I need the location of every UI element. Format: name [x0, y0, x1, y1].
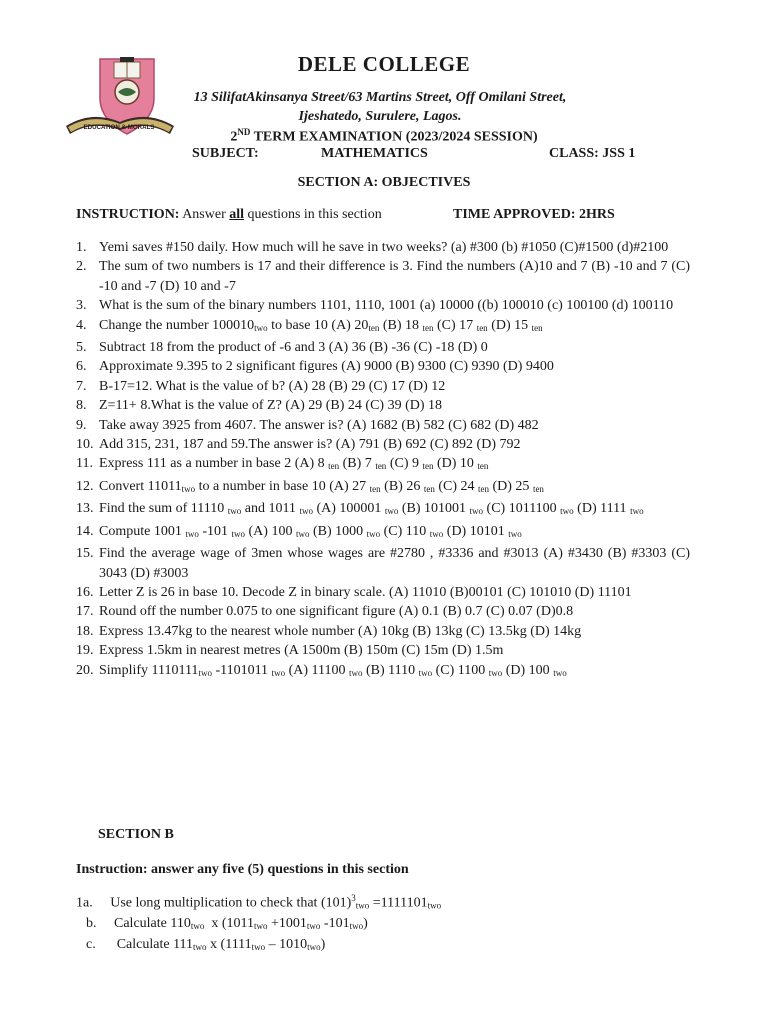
- question-text: B-17=12. What is the value of b? (A) 28 (B) 29 (C) 17 (D) 12: [99, 378, 446, 394]
- question-text: (D) 15: [487, 317, 532, 333]
- question-number: 8.: [76, 398, 87, 414]
- question-text: – 1010: [265, 936, 308, 952]
- base-subscript: two: [306, 921, 321, 932]
- question-text: -101: [320, 916, 350, 932]
- objective-question: [76, 396, 690, 415]
- objective-question: [76, 296, 690, 315]
- question-number: 14.: [76, 523, 94, 539]
- question-number: 9.: [76, 417, 87, 433]
- section-b-instruction: Instruction: answer any five (5) questions in this section: [76, 862, 409, 877]
- question-body: [99, 602, 690, 621]
- base-subscript: two: [349, 921, 364, 932]
- question-text: x (1011: [204, 916, 254, 932]
- term-suffix: ND: [237, 127, 251, 137]
- question-text: Find the sum of 11110: [99, 501, 228, 517]
- base-subscript: ten: [422, 322, 434, 333]
- question-text: The sum of two numbers is 17 and their difference is 3. Find the numbers (A)10 and 7 (B) -10 and 7 (C) -10 and -7 (D) 10 and -7: [99, 259, 690, 294]
- question-number: 15.: [76, 546, 94, 562]
- time-approved: TIME APPROVED: 2HRS: [453, 207, 615, 222]
- question-body: [99, 641, 690, 660]
- question-body: [99, 499, 690, 521]
- question-text: Simplify 1110111: [99, 662, 199, 678]
- question-text: Compute 1001: [99, 523, 186, 539]
- base-subscript: two: [384, 506, 399, 517]
- base-subscript: two: [231, 528, 246, 539]
- base-subscript: ten: [423, 483, 435, 494]
- question-body: [99, 416, 690, 435]
- question-text: Take away 3925 from 4607. The answer is? (A) 1682 (B) 582 (C) 682 (D) 482: [99, 417, 539, 433]
- question-number: 2.: [76, 259, 87, 275]
- question-number: 18.: [76, 623, 94, 639]
- question-number: 7.: [76, 378, 87, 394]
- question-text: (C) 24: [434, 478, 478, 494]
- question-text: Express 1.5km in nearest metres (A 1500m (B) 150m (C) 15m (D) 1.5m: [99, 643, 504, 659]
- question-text: Z=11+ 8.What is the value of Z? (A) 29 (B) 24 (C) 39 (D) 18: [99, 398, 443, 414]
- base-subscript: two: [299, 506, 313, 517]
- question-text: -101: [198, 523, 232, 539]
- objective-question: [76, 522, 690, 544]
- question-text: What is the sum of the binary numbers 1101, 1110, 1001 (a) 10000 ((b) 100010 (c) 100100 (d) 100110: [99, 298, 674, 314]
- question-text: Yemi saves #150 daily. How much will he save in two weeks? (a) #300 (b) #1050 (C)#1500 (d)#2100: [99, 240, 669, 255]
- base-subscript: two: [254, 322, 268, 333]
- question-text: -1101011: [211, 662, 272, 678]
- theory-question: [86, 936, 441, 957]
- question-text: b. Calculate 110: [86, 916, 191, 932]
- question-number: 5.: [76, 340, 87, 356]
- question-text: to base 10 (A) 20: [267, 317, 369, 333]
- subject-value: MATHEMATICS: [321, 146, 428, 161]
- objective-question: [76, 641, 690, 660]
- question-number: 19.: [76, 643, 94, 659]
- question-text: (B) 1000: [309, 523, 367, 539]
- question-number: 16.: [76, 584, 94, 600]
- base-subscript: two: [227, 506, 242, 517]
- question-text: (B) 26: [380, 478, 424, 494]
- question-text: Change the number 100010: [99, 317, 255, 333]
- question-text: (B) 18: [379, 317, 423, 333]
- question-text: (B) 1110: [362, 662, 419, 678]
- objective-question: [76, 622, 690, 641]
- instruction-emphasis: all: [229, 207, 245, 222]
- school-address-line-2: Ijeshatedo, Surulere, Lagos.: [298, 109, 462, 124]
- question-body: [99, 296, 690, 315]
- base-subscript: two: [427, 900, 442, 911]
- section-a-title: SECTION A: OBJECTIVES: [297, 175, 471, 190]
- question-text: (A) 11100: [285, 662, 349, 678]
- question-number: 10.: [76, 437, 94, 453]
- question-number: 20.: [76, 662, 94, 678]
- question-text: (C) 9: [386, 456, 423, 472]
- base-subscript: two: [488, 667, 503, 678]
- base-subscript: ten: [476, 322, 488, 333]
- base-subscript: two: [418, 667, 433, 678]
- base-subscript: two: [185, 528, 199, 539]
- base-subscript: two: [307, 941, 321, 952]
- exponent: 3: [351, 893, 356, 903]
- objective-question: [76, 499, 690, 521]
- question-text: (D) 100: [502, 662, 554, 678]
- exam-title-text: TERM EXAMINATION (2023/2024 SESSION): [250, 129, 538, 145]
- objective-question: [76, 661, 690, 683]
- base-subscript: two: [560, 506, 574, 517]
- base-subscript: ten: [328, 461, 340, 472]
- base-subscript: two: [193, 941, 207, 952]
- question-text: Express 111 as a number in base 2 (A) 8: [99, 456, 329, 472]
- question-body: [99, 435, 690, 454]
- objective-question: [76, 338, 690, 357]
- question-number: 11.: [76, 456, 93, 472]
- question-body: [99, 316, 690, 338]
- base-subscript: two: [271, 667, 286, 678]
- question-body: [99, 257, 690, 296]
- objective-question: [76, 602, 690, 621]
- base-subscript: two: [181, 483, 196, 494]
- question-text: Express 13.47kg to the nearest whole number (A) 10kg (B) 13kg (C) 13.5kg (D) 14kg: [99, 623, 582, 639]
- school-address-line-1: 13 SilifatAkinsanya Street/63 Martins Street, Off Omilani Street,: [193, 90, 567, 105]
- base-subscript: ten: [369, 483, 381, 494]
- theory-question-list: [76, 889, 441, 956]
- question-text: =1111101: [369, 895, 428, 911]
- question-text: and 1011: [241, 501, 300, 517]
- base-subscript: two: [198, 667, 212, 678]
- exam-title: [0, 127, 768, 146]
- question-text: +1001: [267, 916, 307, 932]
- base-subscript: two: [429, 528, 444, 539]
- section-b-title: SECTION B: [98, 827, 174, 842]
- question-body: [99, 377, 690, 396]
- question-number: 17.: [76, 604, 94, 620]
- objective-question: [76, 377, 690, 396]
- objective-question: [76, 357, 690, 376]
- question-body: [99, 661, 690, 683]
- base-subscript: ten: [478, 483, 489, 494]
- question-text: (D) 10: [433, 456, 478, 472]
- question-body: [99, 338, 690, 357]
- base-subscript: ten: [375, 461, 387, 472]
- base-subscript: two: [630, 506, 644, 517]
- base-subscript: ten: [531, 322, 543, 333]
- question-body: [99, 477, 690, 499]
- base-subscript: ten: [368, 322, 380, 333]
- objective-question: [76, 316, 690, 338]
- school-name: DELE COLLEGE: [297, 52, 471, 76]
- base-subscript: two: [553, 667, 567, 678]
- section-a-instruction: [76, 207, 382, 223]
- term-number: 2: [230, 129, 238, 145]
- objective-question: [76, 238, 690, 257]
- question-number: 12.: [76, 478, 94, 494]
- question-text: (B) 7: [339, 456, 376, 472]
- instruction-post: questions in this section: [244, 207, 382, 222]
- question-text: Approximate 9.395 to 2 significant figures (A) 9000 (B) 9300 (C) 9390 (D) 9400: [99, 359, 554, 375]
- question-number: 3.: [76, 298, 87, 314]
- question-text: Find the average wage of 3men whose wages are #2780 , #3336 and #3013 (A) #3430 (B) #3303 (C) 3043 (D) #3003: [99, 546, 690, 581]
- question-text: (C) 1100: [432, 662, 489, 678]
- subject-label: SUBJECT:: [192, 146, 259, 161]
- base-subscript: two: [508, 528, 522, 539]
- objective-question: [76, 477, 690, 499]
- question-text: Convert 11011: [99, 478, 182, 494]
- question-text: Add 315, 231, 187 and 59.The answer is? (A) 791 (B) 692 (C) 892 (D) 792: [99, 437, 521, 453]
- question-number: 4.: [76, 317, 87, 333]
- question-text: (C) 17: [433, 317, 477, 333]
- base-subscript: two: [348, 667, 363, 678]
- question-text: (D) 25: [489, 478, 533, 494]
- theory-question: [76, 889, 441, 915]
- logo-motto: EDUCATION & MORALS: [83, 124, 155, 131]
- class-label: CLASS: JSS 1: [549, 146, 636, 161]
- question-text: Letter Z is 26 in base 10. Decode Z in binary scale. (A) 11010 (B)00101 (C) 101010 (D) 11101: [99, 584, 632, 600]
- question-body: [99, 357, 690, 376]
- question-body: [99, 396, 690, 415]
- question-text: x (1111: [206, 936, 252, 952]
- question-text: (C) 110: [380, 523, 430, 539]
- question-body: [99, 454, 690, 476]
- question-text: 1a. Use long multiplication to check that (101): [76, 895, 352, 911]
- question-text: (D) 10101: [443, 523, 509, 539]
- question-text: (C) 1011100: [483, 501, 561, 517]
- question-number: 6.: [76, 359, 87, 375]
- objective-question: [76, 544, 690, 583]
- objective-question: [76, 454, 690, 476]
- base-subscript: ten: [532, 483, 544, 494]
- base-subscript: two: [366, 528, 381, 539]
- objective-question: [76, 583, 690, 602]
- question-body: [99, 583, 690, 602]
- instruction-pre: Answer: [179, 207, 230, 222]
- base-subscript: ten: [422, 461, 434, 472]
- base-subscript: two: [469, 506, 484, 517]
- question-text: Round off the number 0.075 to one significant figure (A) 0.1 (B) 0.7 (C) 0.07 (D)0.8: [99, 604, 574, 620]
- question-number: 1.: [76, 240, 87, 255]
- question-text: (A) 100001: [312, 501, 385, 517]
- objective-question: [76, 435, 690, 454]
- question-body: [99, 544, 690, 583]
- question-body: [99, 522, 690, 544]
- base-subscript: two: [251, 941, 266, 952]
- objective-question-list: [76, 238, 690, 683]
- theory-question: [86, 915, 441, 936]
- base-subscript: two: [295, 528, 310, 539]
- objective-question: [76, 257, 690, 296]
- question-text: (A) 100: [245, 523, 296, 539]
- question-number: 13.: [76, 501, 94, 517]
- question-text: ): [320, 936, 326, 952]
- question-body: [99, 238, 690, 257]
- base-subscript: ten: [477, 461, 489, 472]
- question-text: (D) 1111: [573, 501, 631, 517]
- question-text: Subtract 18 from the product of -6 and 3 (A) 36 (B) -36 (C) -18 (D) 0: [99, 340, 488, 356]
- question-body: [99, 622, 690, 641]
- objective-question: [76, 416, 690, 435]
- base-subscript: two: [355, 900, 370, 911]
- question-text: ): [363, 916, 368, 932]
- question-text: c. Calculate 111: [86, 936, 194, 952]
- base-subscript: two: [190, 921, 205, 932]
- question-text: (B) 101001: [398, 501, 470, 517]
- instruction-label: INSTRUCTION:: [76, 207, 180, 222]
- question-text: to a number in base 10 (A) 27: [195, 478, 370, 494]
- base-subscript: two: [254, 921, 268, 932]
